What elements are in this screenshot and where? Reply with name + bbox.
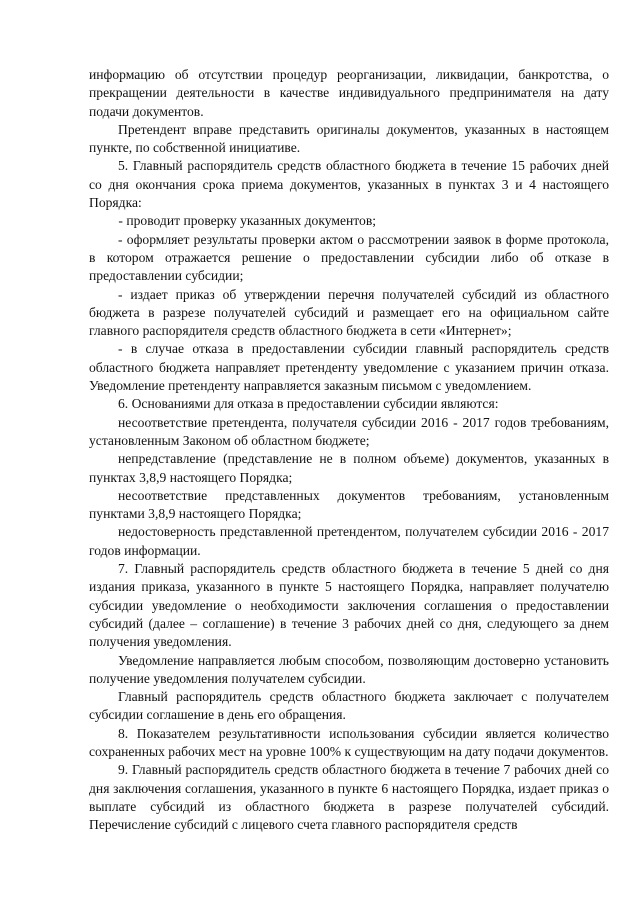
paragraph-original-docs: Претендент вправе представить оригиналы документов, указанных в настоящем пункте, по собственной инициативе. [89,121,609,156]
list-item-protocol: - оформляет результаты проверки актом о рассмотрении заявок в форме протокола, в котором отражается решение о предоставлении субсидии либо об отказе в предоставлении субсидии; [89,231,609,284]
list-item-order: - издает приказ об утверждении перечня получателей субсидий из областного бюджета в разрезе получателей субсидий и размещает его на официальном сайте главного распорядителя средств областного бюджета в сети «Интернет»; [89,286,609,339]
paragraph-item-6: 6. Основаниями для отказа в предоставлении субсидии являются: [118,396,499,412]
list-item-refusal: - в случае отказа в предоставлении субсидии главный распорядитель средств областного бюджета направляет претенденту уведомление с указанием причин отказа. Уведомление претенденту направляется заказным письмом с уведомлением. [89,341,609,394]
refusal-reason-3: несоответствие представленных документов требованиям, установленным пунктами 3,8,9 настоящего Порядка; [89,487,609,522]
paragraph-item-7: 7. Главный распорядитель средств областного бюджета в течение 5 дней со дня издания приказа, указанного в пункте 5 настоящего Порядка, направляет получателю субсидии уведомление о необходимости заключения соглашения о предоставлении субсидий (далее – соглашение) в течение 3 рабочих дней со дня, следующего за днем получения уведомления. [89,561,609,650]
paragraph-item-5: 5. Главный распорядитель средств областного бюджета в течение 15 рабочих дней со дня окончания срока приема документов, указанных в пунктах 3 и 4 настоящего Порядка: [89,158,609,211]
document-page [89,66,609,834]
refusal-reason-4: недостоверность представленной претендентом, получателем субсидии 2016 - 2017 годов информации. [89,524,609,558]
refusal-reason-2: непредставление (представление не в полном объеме) документов, указанных в пунктах 3,8,9 настоящего Порядка; [89,451,609,485]
refusal-reason-1: несоответствие претендента, получателя субсидии 2016 - 2017 годов требованиям, установленным Законом об областном бюджете; [89,414,609,448]
paragraph-agreement: Главный распорядитель средств областного бюджета заключает с получателем субсидии соглашение в день его обращения. [89,689,609,723]
paragraph-notification: Уведомление направляется любым способом, позволяющим достоверно установить получение уведомления получателем субсидии. [89,652,609,686]
paragraph-item-8: 8. Показателем результативности использования субсидии является количество сохраненных рабочих мест на уровне 100% к существующим на дату подачи документов. [89,725,609,759]
paragraph-continuation: информацию об отсутствии процедур реорганизации, ликвидации, банкротства, о прекращении деятельности в качестве индивидуального предпринимателя на дату подачи документов. [89,67,609,119]
list-item-check-docs: - проводит проверку указанных документов; [115,213,377,229]
paragraph-item-9: 9. Главный распорядитель средств областного бюджета в течение 7 рабочих дней со дня заключения соглашения, указанного в пункте 6 настоящего Порядка, издает приказ о выплате субсидий из областного бюджета в разрезе получателей субсидий. Перечисление субсидий с лицевого счета главного распорядителя средств [89,762,609,833]
